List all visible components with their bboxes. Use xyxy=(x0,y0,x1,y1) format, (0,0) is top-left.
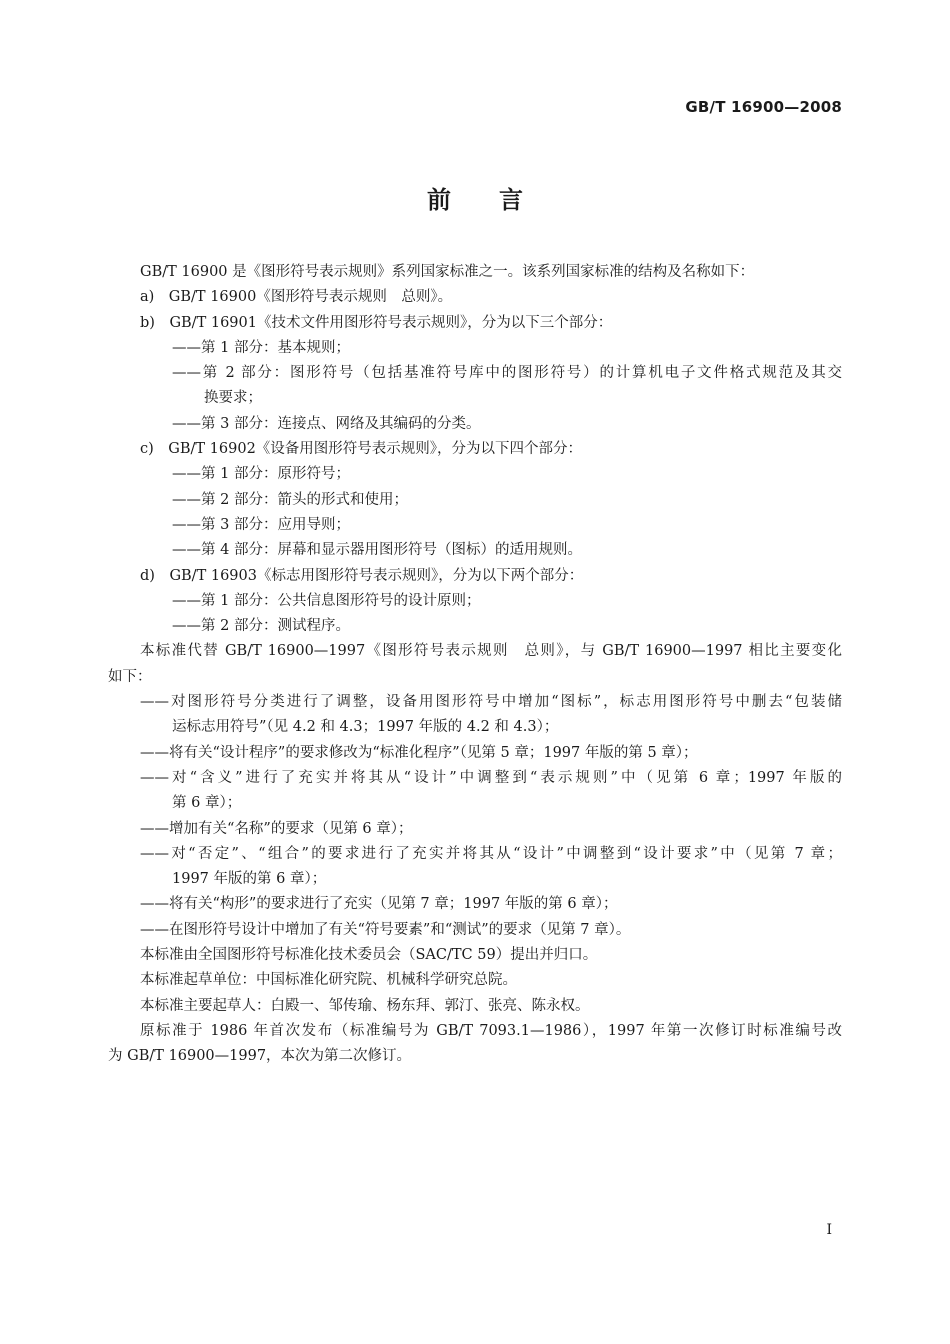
standard-number: GB/T 16900—2008 xyxy=(685,98,842,116)
replacement-paragraph-continuation: 如下： xyxy=(108,668,152,685)
sub-item: ——第 4 部分：屏幕和显示器用图形符号（图标）的适用规则。 xyxy=(172,542,582,559)
list-item-b: b) GB/T 16901《技术文件用图形符号表示规则》，分为以下三个部分： xyxy=(140,314,613,331)
history-paragraph: 原标准于 1986 年首次发布（标准编号为 GB/T 7093.1—1986），1997 年第一次修订时标准编号改 xyxy=(140,1022,842,1039)
sub-item: ——第 2 部分：图形符号（包括基准符号库中的图形符号）的计算机电子文件格式规范及其交 xyxy=(172,365,842,382)
change-item-continuation: 第 6 章）； xyxy=(172,795,242,812)
change-item: ——增加有关“名称”的要求（见第 6 章）； xyxy=(140,820,413,837)
sub-item: ——第 3 部分：连接点、网络及其编码的分类。 xyxy=(172,415,481,432)
sub-item: ——第 3 部分：应用导则； xyxy=(172,516,350,533)
list-item-a: a) GB/T 16900《图形符号表示规则 总则》。 xyxy=(140,289,453,306)
change-item: ——将有关“设计程序”的要求修改为“标准化程序”（见第 5 章；1997 年版的第 5 章）； xyxy=(140,744,698,761)
page-number: I xyxy=(826,1222,832,1238)
change-item: ——对“含义”进行了充实并将其从“设计”中调整到“表示规则”中（见第 6 章；1997 年版的 xyxy=(140,769,842,786)
list-item-d: d) GB/T 16903《标志用图形符号表示规则》，分为以下两个部分： xyxy=(140,567,584,584)
drafting-units-paragraph: 本标准起草单位：中国标准化研究院、机械科学研究总院。 xyxy=(140,972,517,989)
sub-item: ——第 1 部分：基本规则； xyxy=(172,339,350,356)
proposer-paragraph: 本标准由全国图形符号标准化技术委员会（SAC/TC 59）提出并归口。 xyxy=(140,947,598,964)
sub-item-continuation: 换要求； xyxy=(204,390,262,407)
sub-item: ——第 1 部分：公共信息图形符号的设计原则； xyxy=(172,592,481,609)
foreword-body xyxy=(108,260,842,1070)
sub-item: ——第 2 部分：箭头的形式和使用； xyxy=(172,491,408,508)
sub-item: ——第 2 部分：测试程序。 xyxy=(172,618,350,635)
drafters-paragraph: 本标准主要起草人：白殿一、邹传瑜、杨东拜、郭汀、张亮、陈永权。 xyxy=(140,997,590,1014)
list-item-c: c) GB/T 16902《设备用图形符号表示规则》，分为以下四个部分： xyxy=(140,441,583,458)
change-item: ——对图形符号分类进行了调整，设备用图形符号中增加“图标”，标志用图形符号中删去“包装储 xyxy=(140,694,842,711)
change-item: ——将有关“构形”的要求进行了充实（见第 7 章；1997 年版的第 6 章）； xyxy=(140,896,618,913)
change-item-continuation: 运标志用符号”（见 4.2 和 4.3；1997 年版的 4.2 和 4.3）； xyxy=(172,719,559,736)
sub-item: ——第 1 部分：原形符号； xyxy=(172,466,350,483)
change-item: ——在图形符号设计中增加了有关“符号要素”和“测试”的要求（见第 7 章）。 xyxy=(140,921,631,938)
page-title: 前言 xyxy=(427,185,571,214)
change-item-continuation: 1997 年版的第 6 章）； xyxy=(172,871,327,888)
change-item: ——对“否定”、“组合”的要求进行了充实并将其从“设计”中调整到“设计要求”中（见第 7 章； xyxy=(140,845,842,862)
intro-paragraph: GB/T 16900 是《图形符号表示规则》系列国家标准之一。该系列国家标准的结构及名称如下： xyxy=(140,264,755,280)
history-paragraph-continuation: 为 GB/T 16900—1997，本次为第二次修订。 xyxy=(108,1048,412,1065)
replacement-paragraph: 本标准代替 GB/T 16900—1997《图形符号表示规则 总则》，与 GB/T 16900—1997 相比主要变化 xyxy=(140,643,842,660)
